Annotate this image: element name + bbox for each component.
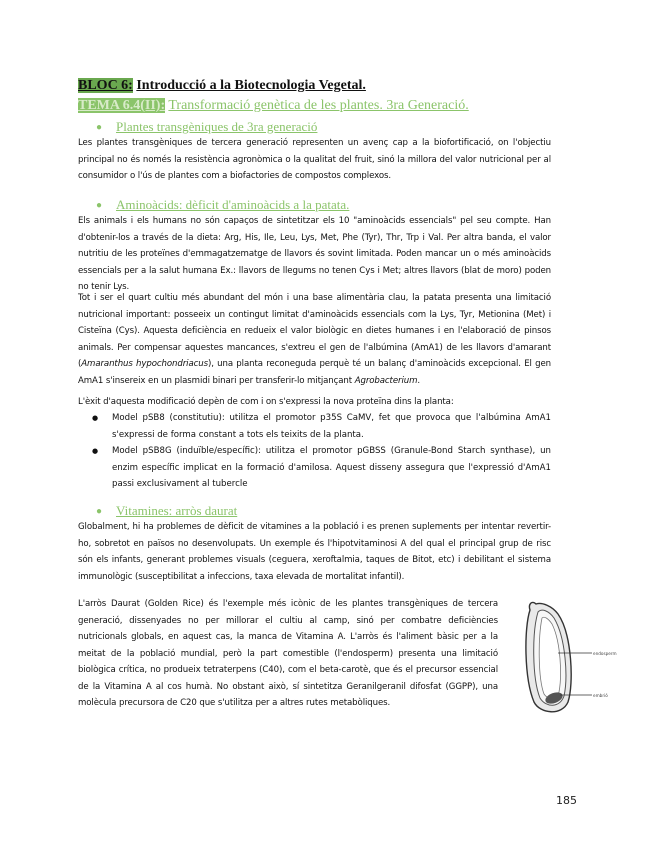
bloc-label: BLOC 6: xyxy=(78,78,133,93)
tema-label: TEMA 6.4(II): xyxy=(78,98,166,113)
paragraph-expressio: L'èxit d'aquesta modificació depèn de com i on s'expressi la nova proteïna dins la planta: xyxy=(78,397,454,407)
paragraph-aminoacids: Els animals i els humans no són capaços de sintetitzar els 10 "aminoàcids essencials" pel seu compte. Han d'obtenir-los a través de la dieta: Arg, His, Ile, Leu, Lys, Met, Phe (Tyr), Thr, Trp i Val. Per altra banda, el valor nutritiu de les proteïnes d'emmagatzematge de llavors és sovint limitada. Poden mancar un o més aminoàcids essencials per a la salut humana Ex.: llavors de llegums no tenen Cys i Met; altres llavors (blat de moro) poden no tenir Lys. xyxy=(78,216,551,292)
section-title: Aminoàcids: dèficit d'aminoàcids a la patata. xyxy=(116,197,350,212)
figure-label-top: endosperm xyxy=(593,651,617,656)
section-heading-vitamines xyxy=(96,502,237,520)
bloc-title: Introducció a la Biotecnologia Vegetal. xyxy=(136,78,366,93)
bacterium-name: Agrobacterium xyxy=(354,375,418,386)
paragraph-golden-rice: L'arròs Daurat (Golden Rice) és l'exemple més icònic de les plantes transgèniques de tercera generació, dissenyades no per millorar el cultiu al camp, sinó per combatre deficiències nutricionals globals, en aquest cas, la manca de Vitamina A. L'arròs és l'aliment bàsic per a la meitat de la població mundial, però la part comestible (l'endosperm) presenta una limitació biològica crítica, no produeix tetraterpens (C40), com el beta-carotè, que és el precursor essencial de la Vitamina A al cos humà. No obstant això, sí sintetitza Geranilgeranil difosfat (GGPP), una molècula precursora de C20 que s'utilitza per a altres rutes metabòliques. xyxy=(78,599,498,708)
text-run: Tot i ser el quart cultiu més abundant del món i una base alimentària clau, la patata presenta una limitació nutricional important: posseeix un contingut limitat d'aminoàcids essencials com la Lys, Tyr, Metionina (Met) i Cisteïna (Cys). Aquesta deficiència en redueix el valor biològic en dietes humanes i en l'elaboració de pinsos animals. Per compensar aquestes mancances, s'extreu el gen de l'albúmina (AmA1) de les llavors d'amarant ( xyxy=(78,293,551,369)
list-item-psb8g xyxy=(92,443,551,493)
bullet-icon: ● xyxy=(92,447,99,455)
list-item-text: Model pSB8G (induïble/específic): utilitza el promotor pGBSS (Granule-Bond Starch synthase), un enzim específic implicat en la formació d'amilosa. Aquest disseny assegura que l'expressió d'AmA1 passi exclusivament al tubercle xyxy=(112,446,551,489)
section-title: Vitamines: arròs daurat xyxy=(116,503,238,518)
section-heading-aminoacids xyxy=(96,196,349,214)
text-run: . xyxy=(417,375,420,386)
text-run: ), una planta reconeguda perquè té un balanç d'aminoàcids excepcional. El gen AmA1 s'insereix en un plasmidi binari per transferir-lo mitjançant xyxy=(78,359,552,386)
bullet-icon: ● xyxy=(96,122,103,133)
figure-label-bottom: embrió xyxy=(593,693,608,698)
bullet-icon: ● xyxy=(92,414,99,422)
rice-grain-diagram-icon xyxy=(518,598,618,718)
species-name: Amaranthus hypochondriacus xyxy=(81,359,208,369)
page-number: 185 xyxy=(556,794,577,807)
bullet-icon: ● xyxy=(96,200,103,211)
bloc-heading xyxy=(78,77,366,95)
section-heading-plantes xyxy=(96,118,317,136)
paragraph-intro: Les plantes transgèniques de tercera generació representen un avenç cap a la biofortificació, on l'objectiu principal no és només la resistència agronòmica o la qualitat del fruit, sinó la millora del valor nutricional per al consumidor o l'ús de plantes com a biofactories de compostos complexos. xyxy=(78,138,551,181)
paragraph-vitamines: Globalment, hi ha problemes de dèficit de vitamines a la població i es prenen suplements per intentar revertir-ho, sobretot en països no desenvolupats. Un exemple és l'hipotvitaminosi A del qual el principal grup de risc són els infants, generant problemes visuals (ceguera, xeroftalmia, taques de Bitot, etc) i debilitant el sistema immunològic (susceptibilitat a infeccions, taxa elevada de mortalitat infantil). xyxy=(78,522,551,582)
list-item-psb8 xyxy=(92,410,551,443)
paragraph-patata xyxy=(78,290,551,389)
list-item-text: Model pSB8 (constitutiu): utilitza el promotor p35S CaMV, fet que provoca que l'albúmina AmA1 s'expressi de forma constant a tots els teixits de la planta. xyxy=(112,413,551,440)
bullet-icon: ● xyxy=(96,506,103,517)
tema-title: Transformació genètica de les plantes. 3ra Generació. xyxy=(168,98,469,113)
section-title: Plantes transgèniques de 3ra generació xyxy=(116,119,318,134)
tema-heading xyxy=(78,97,469,115)
